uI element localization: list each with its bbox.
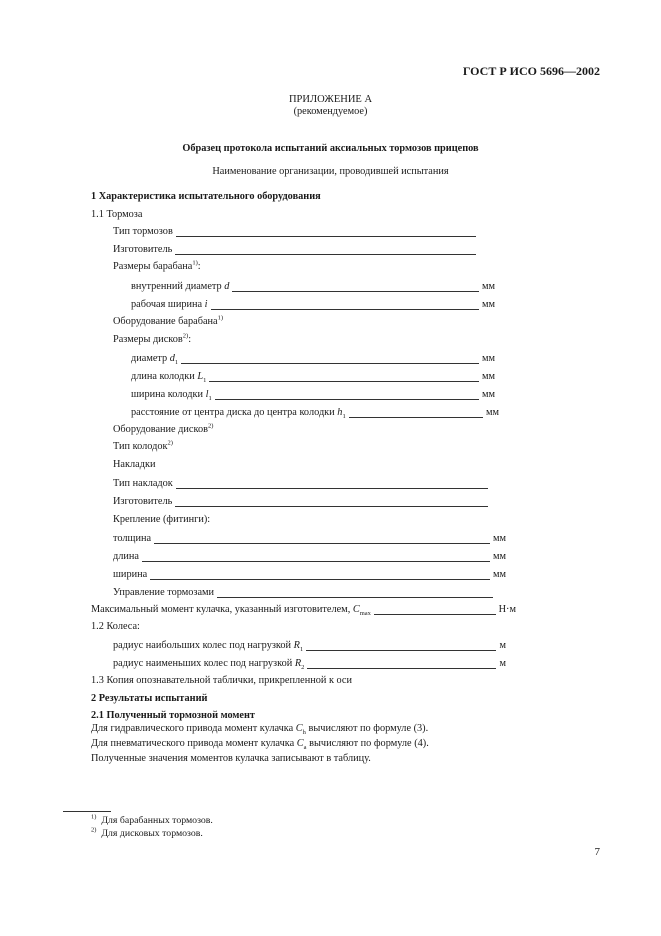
appendix-title: ПРИЛОЖЕНИЕ А	[288, 94, 373, 105]
max-cam-moment-field[interactable]	[91, 603, 516, 617]
brake-control-label: Управление тормозами	[113, 587, 215, 598]
subsection-1-2: 1.2 Колеса:	[91, 621, 140, 632]
hydraulic-text: Для гидравлического привода момент кулачка $C_h$ вычисляют по формуле (3).	[91, 723, 429, 737]
pneumatic-text: Для пневматического привода момент кулачка $C_a$ вычисляют по формуле (4).	[91, 738, 429, 752]
section-2-heading: 2 Результаты испытаний	[91, 693, 208, 704]
smallest-wheel-radius-label: радиус наименьших колес под нагрузкой $R_2$	[113, 658, 305, 672]
manufacturer-label: Изготовитель	[113, 244, 173, 255]
smallest-wheel-radius-blank[interactable]	[307, 658, 496, 669]
pad-length-blank[interactable]	[209, 371, 479, 382]
unit-mm: мм	[481, 371, 495, 382]
footnote-divider	[63, 811, 111, 812]
length-label: длина	[113, 551, 139, 562]
largest-wheel-radius-field[interactable]	[113, 639, 506, 653]
subsection-2-1: 2.1 Полученный тормозной момент	[91, 710, 255, 721]
diameter-blank[interactable]	[181, 353, 479, 364]
center-distance-field[interactable]	[131, 406, 499, 420]
unit-mm: мм	[481, 281, 495, 292]
largest-wheel-radius-label: радиус наибольших колес под нагрузкой $R_1$	[113, 640, 304, 654]
unit-mm: мм	[492, 569, 506, 580]
subsection-1-1: 1.1 Тормоза	[91, 209, 143, 220]
lining-manufacturer-field[interactable]	[113, 495, 491, 509]
thickness-blank[interactable]	[154, 533, 490, 544]
working-width-blank[interactable]	[211, 299, 479, 310]
disc-sizes-label: Размеры дисков$^{2)}$:	[113, 332, 192, 345]
inner-diameter-label: внутренний диаметр d	[131, 281, 230, 292]
width-field[interactable]	[113, 568, 506, 582]
unit-m: м	[499, 658, 506, 669]
diameter-field[interactable]	[131, 352, 495, 366]
smallest-wheel-radius-field[interactable]	[113, 657, 506, 671]
width-label: ширина	[113, 569, 148, 580]
length-blank[interactable]	[142, 551, 490, 562]
brake-type-label: Тип тормозов	[113, 226, 173, 237]
lining-manufacturer-label: Изготовитель	[113, 496, 173, 507]
working-width-label: рабочая ширина i	[131, 299, 208, 310]
unit-mm: мм	[492, 551, 506, 562]
thickness-label: толщина	[113, 533, 152, 544]
appendix-subtitle: (рекомендуемое)	[293, 106, 368, 117]
page-number: 7	[594, 846, 600, 858]
lining-type-blank[interactable]	[176, 478, 488, 489]
max-cam-moment-label: Максимальный момент кулачка, указанный изготовителем, $C_{max}$	[91, 604, 371, 618]
brake-control-field[interactable]	[113, 586, 496, 600]
unit-mm: мм	[492, 533, 506, 544]
manufacturer-blank[interactable]	[175, 244, 476, 255]
pad-length-label: длина колодки $L_1$	[131, 371, 207, 385]
thickness-field[interactable]	[113, 532, 506, 546]
max-cam-moment-blank[interactable]	[374, 604, 496, 615]
disc-equipment-label: Оборудование дисков$^{2)}$	[113, 422, 214, 435]
section-1-heading: 1 Характеристика испытательного оборудования	[91, 191, 321, 202]
lining-type-label: Тип накладок	[113, 478, 173, 489]
unit-mm: мм	[485, 407, 499, 418]
lining-type-field[interactable]	[113, 477, 491, 491]
largest-wheel-radius-blank[interactable]	[306, 640, 496, 651]
unit-mm: мм	[481, 389, 495, 400]
table-note: Полученные значения моментов кулачка записывают в таблицу.	[91, 753, 371, 764]
footnote-2: $^{2)}$ Для дисковых тормозов.	[91, 826, 203, 839]
pad-width-label: ширина колодки $l_1$	[131, 389, 212, 403]
center-distance-label: расстояние от центра диска до центра колодки $h_1$	[131, 407, 346, 421]
drum-sizes-label: Размеры барабана$^{1)}$:	[113, 259, 201, 272]
brake-control-blank[interactable]	[217, 587, 493, 598]
brake-type-field[interactable]	[113, 225, 479, 239]
pad-width-field[interactable]	[131, 388, 495, 402]
footnote-1: $^{1)}$ Для барабанных тормозов.	[91, 813, 213, 826]
width-blank[interactable]	[150, 569, 490, 580]
linings-label: Накладки	[113, 459, 156, 470]
subsection-1-3: 1.3 Копия опознавательной таблички, прикрепленной к оси	[91, 675, 353, 686]
fastening-label: Крепление (фитинги):	[113, 514, 211, 525]
pad-type-label: Тип колодок$^{2)}$	[113, 439, 173, 452]
drum-equipment-label: Оборудование барабана$^{1)}$	[113, 314, 224, 327]
form-title: Образец протокола испытаний аксиальных тормозов прицепов	[182, 143, 479, 154]
brake-type-blank[interactable]	[176, 226, 476, 237]
unit-mm: мм	[481, 353, 495, 364]
center-distance-blank[interactable]	[349, 407, 483, 418]
pad-length-field[interactable]	[131, 370, 495, 384]
document-id: ГОСТ Р ИСО 5696—2002	[462, 64, 600, 78]
organization-line: Наименование организации, проводившей испытания	[212, 166, 449, 177]
inner-diameter-blank[interactable]	[232, 281, 479, 292]
length-field[interactable]	[113, 550, 506, 564]
manufacturer-field[interactable]	[113, 243, 479, 257]
unit-mm: мм	[481, 299, 495, 310]
inner-diameter-field[interactable]	[131, 280, 495, 294]
unit-nm: Н·м	[498, 604, 516, 615]
working-width-field[interactable]	[131, 298, 495, 312]
pad-width-blank[interactable]	[215, 389, 479, 400]
unit-m: м	[499, 640, 506, 651]
lining-manufacturer-blank[interactable]	[175, 496, 488, 507]
diameter-label: диаметр $d_1$	[131, 353, 179, 367]
